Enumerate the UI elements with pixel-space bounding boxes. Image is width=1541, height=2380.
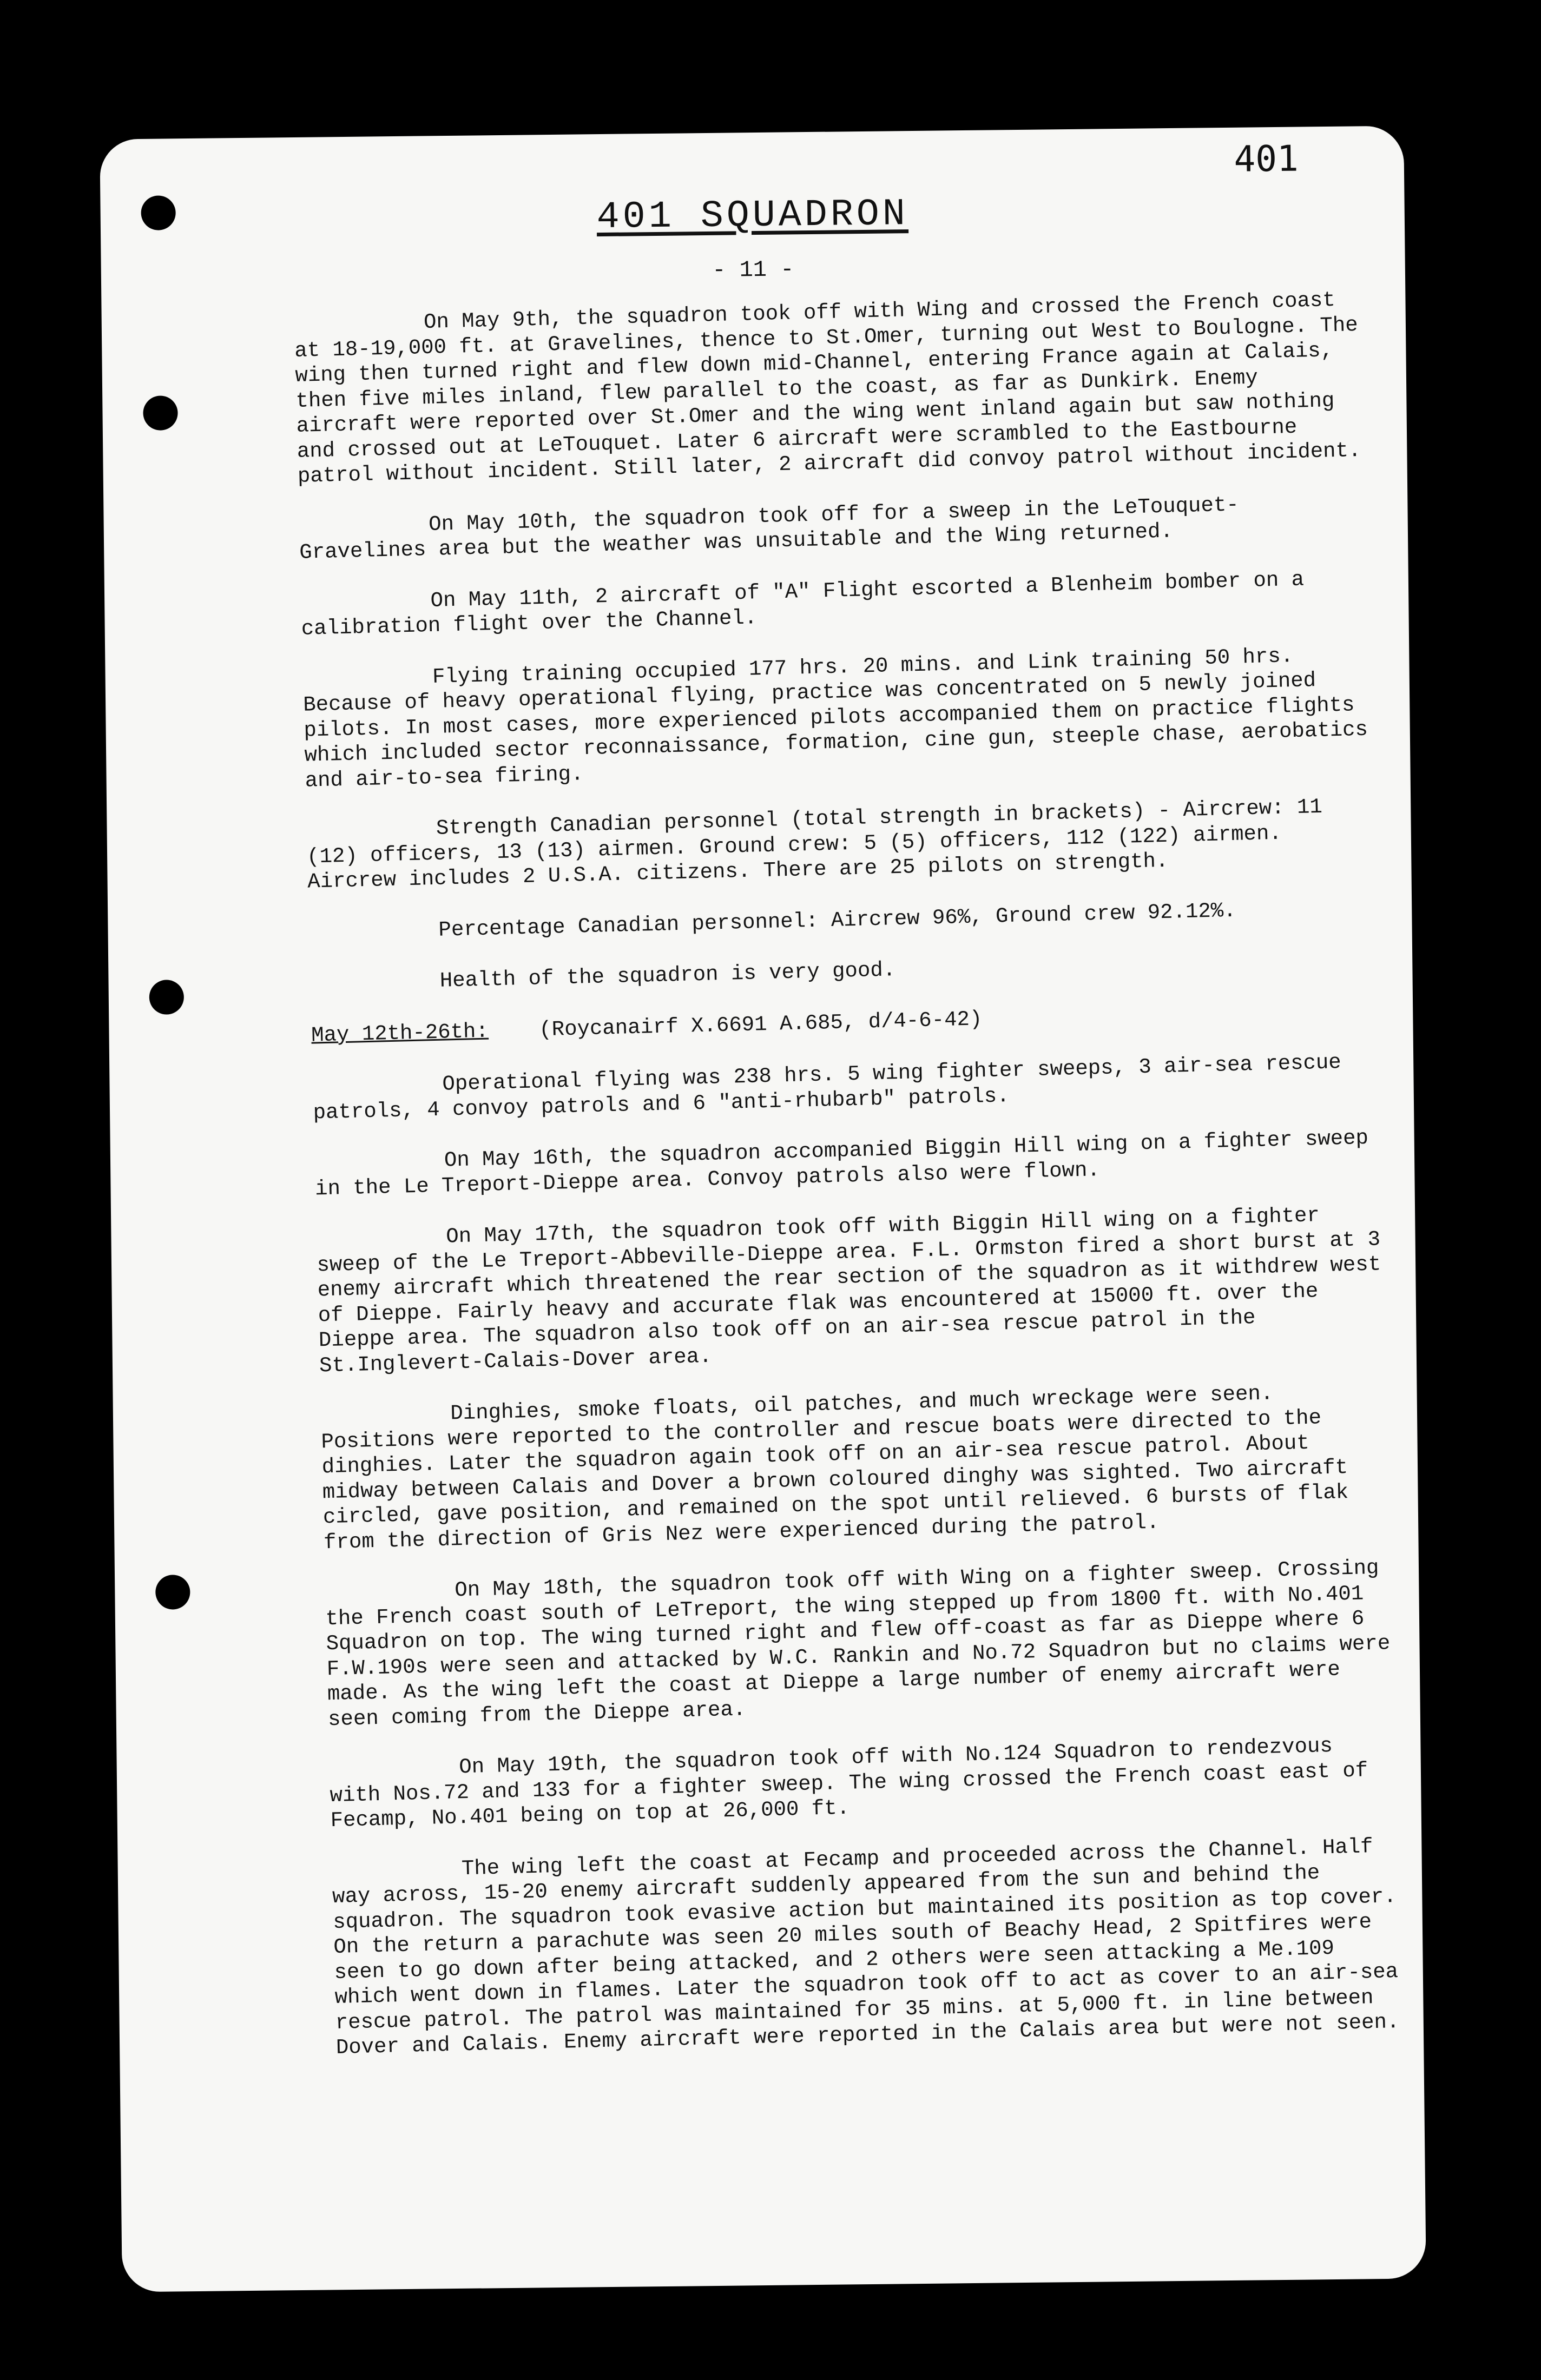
paragraph-may-9: On May 9th, the squadron took off with Wing and crossed the French coast at 18-19,000 ft. at Gravelines, thence to St.Omer, turning out West to Boulogne. The wing then turned right and flew down mid-Channel, entering France again at Calais, then five miles inland, flew parallel to the coast, as far as Dunkirk. Enemy aircraft were reported over St.Omer and the wing went inland again but saw nothing and crossed out at LeTouquet. Later 6 aircraft were scrambled to the Eastbourne patrol without incident. Still later, 2 aircraft did convoy patrol without incident. [294,288,1361,488]
paragraph-may-18: On May 18th, the squadron took off with Wing on a fighter sweep. Crossing the French coast south of LeTreport, the wing stepped up from 1800 ft. with No.401 Squadron on top. The wing turned right and flew off-coast as far as Dieppe where 6 F.W.190s were seen and attacked by W.C. Rankin and No.72 Squadron but no claims were made. As the wing left the coast at Dieppe a large number of enemy aircraft were seen coming from the Dieppe area. [325,1556,1391,1731]
punch-hole [149,980,185,1015]
section-reference: (Roycanairf X.6691 A.685, d/4-6-42) [538,1007,983,1042]
paragraph-dinghies: Dinghies, smoke floats, oil patches, and much wreckage were seen. Positions were reported to the controller and rescue boats were directed to the dinghies. Later the squadron again took off on an air-sea rescue patrol. About midway between Calais and Dover a brown coloured dinghy was sighted. Two aircraft circled, gave position, and remained on the spot until relieved. 6 bursts of flak from the direction of Gris Nez were experienced during the patrol. [321,1381,1349,1555]
page-number: 401 [1234,137,1299,180]
document-body [294,287,1403,2087]
paragraph-may-10: On May 10th, the squadron took off for a sweep in the LeTouquet-Gravelines area but the weather was unsuitable and the Wing returned. [299,492,1240,565]
paragraph-may-11: On May 11th, 2 aircraft of "A" Flight escorted a Blenheim bomber on a calibration flight over the Channel. [301,567,1305,641]
document-title [100,188,1405,244]
paragraph-operational-flying: Operational flying was 238 hrs. 5 wing fighter sweeps, 3 air-sea rescue patrols, 4 convoy patrols and 6 "anti-rhubarb" patrols. [313,1050,1342,1125]
section-date: May 12th-26th: [311,1019,489,1048]
punch-hole [143,395,178,431]
paragraph-return: The wing left the coast at Fecamp and proceeded across the Channel. Half way across, 15-20 enemy aircraft suddenly appeared from the sun and behind the squadron. The squadron took evasive action but maintained its position as top cover. On the return a parachute was seen 20 miles south of Beachy Head, 2 Spitfires were seen to go down after being attacked, and 2 others were seen attacking a Me.109 which went down in flames. Later the squadron took off to act as cover to an air-sea rescue patrol. The patrol was maintained for 35 mins. at 5,000 ft. in line between Dover and Calais. Enemy aircraft were reported in the Calais area but were not seen. [332,1834,1400,2060]
paragraph-health: Health of the squadron is very good. [439,958,896,993]
title-text: 401 SQUADRON [596,193,909,240]
document-page [100,125,1426,2292]
punch-hole [155,1575,190,1610]
subpage-number: - 11 - [712,256,794,283]
section-heading [311,997,1378,1048]
paragraph-may-16: On May 16th, the squadron accompanied Biggin Hill wing on a fighter sweep in the Le Treport-Dieppe area. Convoy patrols also were flown. [314,1126,1369,1201]
paragraph-percentage: Percentage Canadian personnel: Aircrew 96%, Ground crew 92.12%. [438,898,1237,942]
paragraph-may-19: On May 19th, the squadron took off with No.124 Squadron to rendezvous with Nos.72 and 133 for a fighter sweep. The wing crossed the French coast east of Fecamp, No.401 being on top at 26,000 ft. [330,1734,1368,1833]
paragraph-may-17: On May 17th, the squadron took off with Biggin Hill wing on a fighter sweep of the Le Treport-Abbeville-Dieppe area. F.L. Ormston fired a short burst at 3 enemy aircraft which threatened the rear section of the squadron as it withdrew west of Dieppe. Fairly heavy and accurate flak was encountered at 15000 ft. over the Dieppe area. The squadron also took off on an air-sea rescue patrol in the St.Inglevert-Calais-Dover area. [317,1204,1381,1378]
paragraph-strength: Strength Canadian personnel (total strength in brackets) - Aircrew: 11 (12) officers, 13 (13) airmen. Ground crew: 5 (5) officers, 112 (122) airmen. Aircrew includes 2 U.S.A. citizens. There are 25 pilots on strength. [306,795,1323,894]
paragraph-flying-training: Flying training occupied 177 hrs. 20 mins. and Link training 50 hrs. Because of heavy operational flying, practice was concentrated on 5 newly joined pilots. In most cases, more experienced pilots accompanied them on practice flights which included sector reconnaissance, formation, cine gun, steeple chase, aerobatics and air-to-sea firing. [302,644,1368,793]
